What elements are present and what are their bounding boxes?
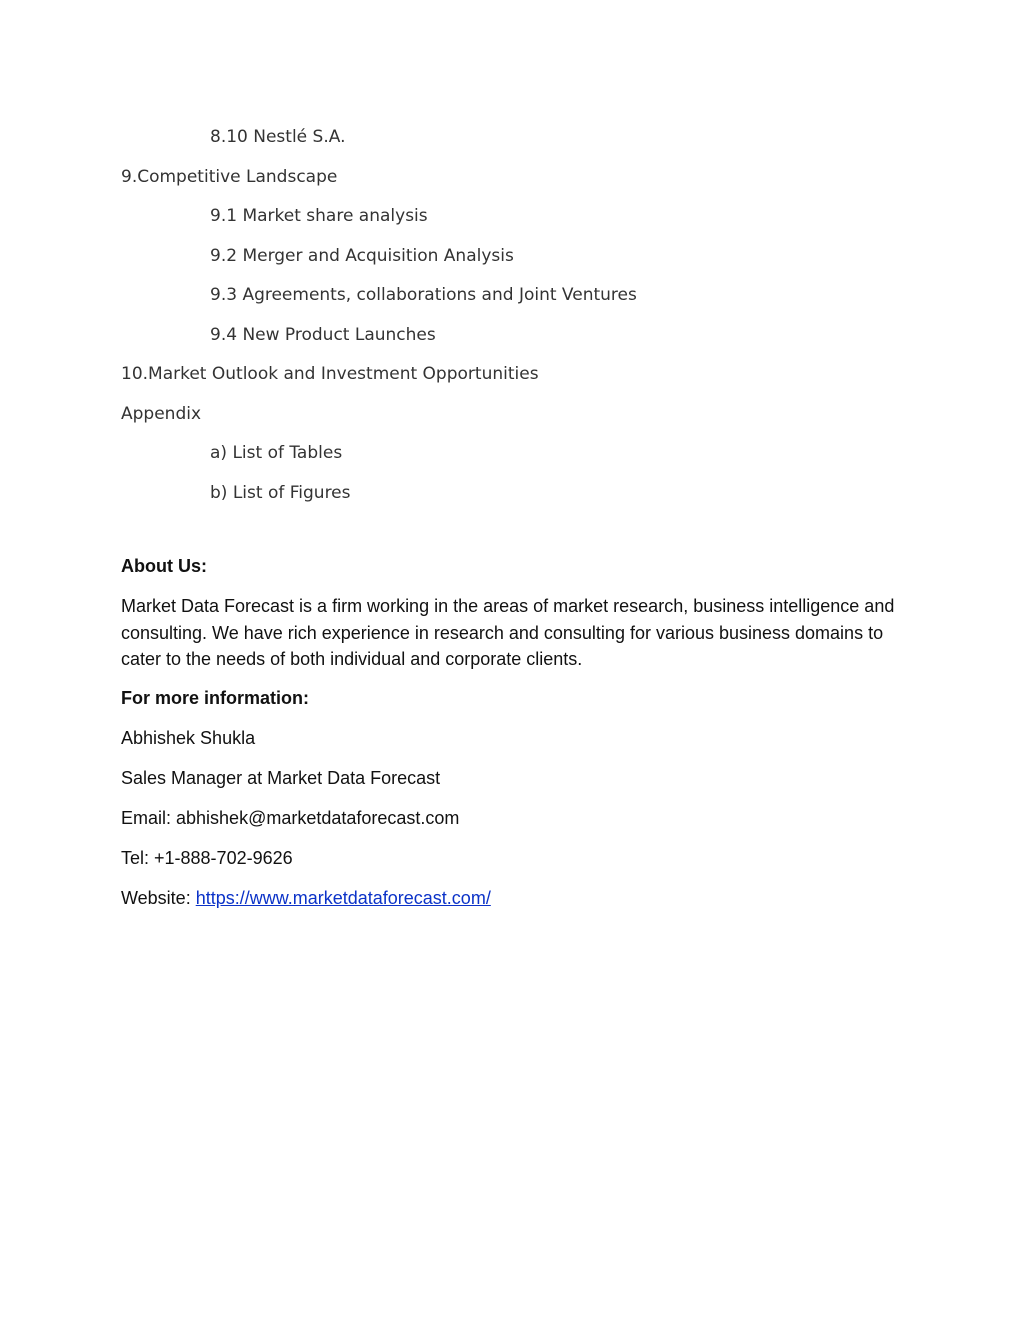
toc-item-agreements: 9.3 Agreements, collaborations and Joint Ventures <box>210 285 637 305</box>
about-paragraph: Market Data Forecast is a firm working in the areas of market research, business intelligence and consulting. We have rich experience in research and consulting for various business domains to cater to the needs of both individual and corporate clients. <box>121 596 895 669</box>
about-heading: About Us: <box>121 556 207 576</box>
toc-item-merger-acquisition: 9.2 Merger and Acquisition Analysis <box>210 246 514 266</box>
contact-role: Sales Manager at Market Data Forecast <box>121 768 441 788</box>
contact-name: Abhishek Shukla <box>121 728 256 748</box>
toc-item-competitive-landscape: 9.Competitive Landscape <box>121 167 338 187</box>
toc-item-market-outlook: 10.Market Outlook and Investment Opportunities <box>121 364 539 384</box>
toc-item-nestle: 8.10 Nestlé S.A. <box>210 127 346 147</box>
contact-email: Email: abhishek@marketdataforecast.com <box>121 808 460 828</box>
toc-item-appendix: Appendix <box>121 404 202 424</box>
website-link[interactable]: https://www.marketdataforecast.com/ <box>195 888 491 908</box>
toc-item-list-of-tables: a) List of Tables <box>210 443 343 463</box>
toc-item-new-product-launches: 9.4 New Product Launches <box>210 325 436 345</box>
contact-website <box>121 885 491 911</box>
toc-item-market-share-analysis: 9.1 Market share analysis <box>210 206 428 226</box>
website-label: Website: <box>121 888 196 908</box>
contact-tel: Tel: +1-888-702-9626 <box>121 848 293 868</box>
toc-item-list-of-figures: b) List of Figures <box>210 483 351 503</box>
contact-heading: For more information: <box>121 688 309 708</box>
